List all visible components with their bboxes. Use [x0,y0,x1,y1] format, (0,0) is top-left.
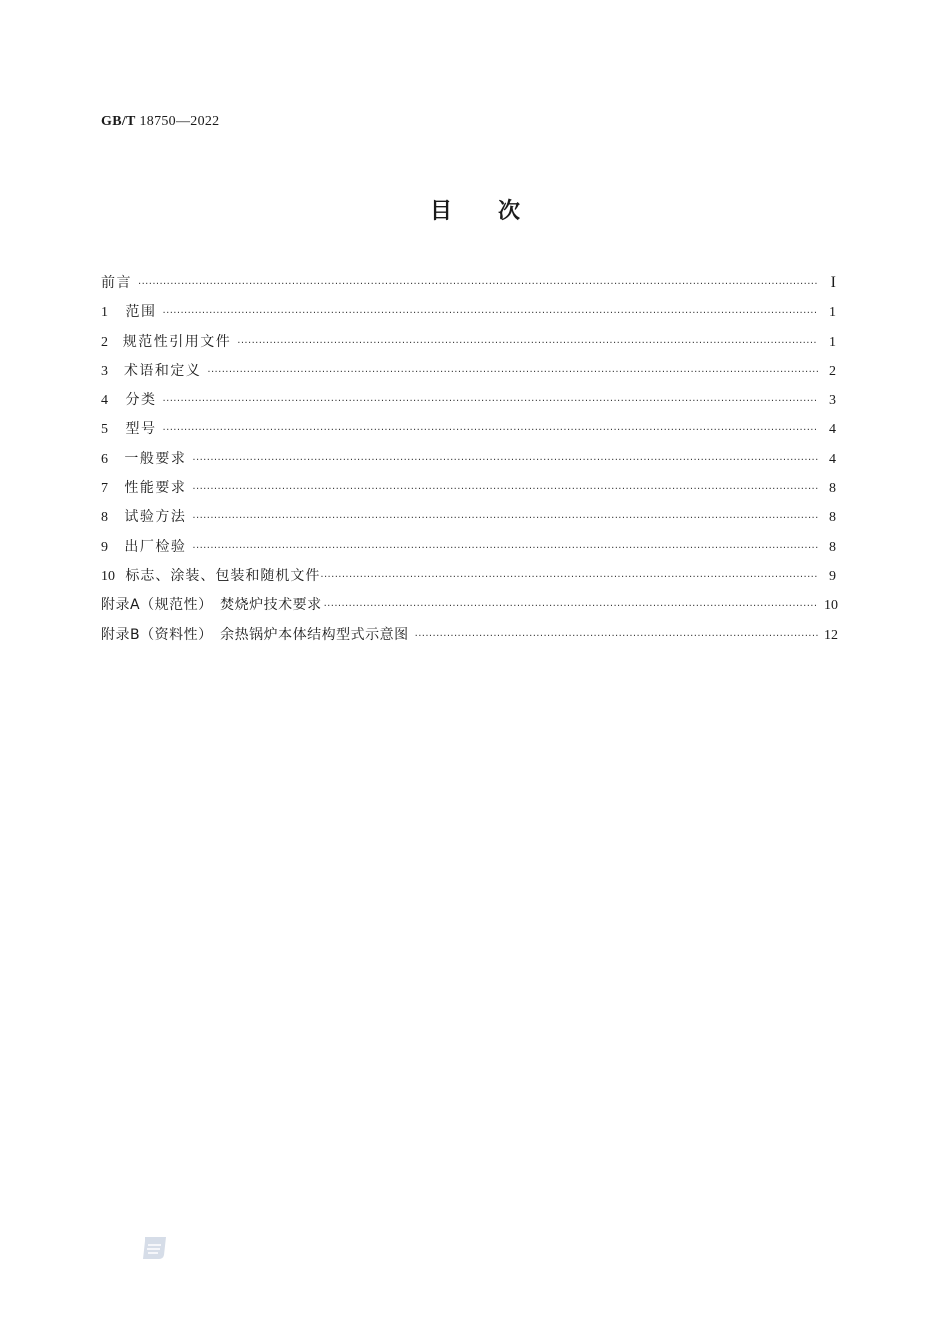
toc-entry-page: 8 [829,481,836,497]
toc-entry-page: 4 [829,422,836,438]
toc-leader-dots [138,279,818,290]
toc-leader-dots [192,484,818,495]
toc-entry-number: 4 [101,393,108,409]
toc-entry-9[interactable] [101,536,836,565]
toc-entry-foreword[interactable] [101,272,836,301]
toc-entry-6[interactable] [101,448,836,477]
page-title-char-1: 目 [429,199,452,224]
toc-entry-label: 试验方法 [124,509,187,526]
toc-entry-label: 型号 [125,421,157,438]
toc-entry-label: 标志、涂装、包装和随机文件 [125,567,321,584]
toc-entry-label: 分类 [125,392,157,409]
toc-leader-dots [163,396,818,407]
page-title [0,194,950,225]
toc-leader-dots [192,543,818,554]
toc-entry-3[interactable] [101,360,836,389]
toc-leader-dots [163,425,818,436]
toc-entry-label: 附录B（资料性） 余热锅炉本体结构型式示意图 [101,626,409,643]
toc-entry-7[interactable] [101,477,836,506]
toc-leader-dots [237,338,818,349]
toc-entry-label: 规范性引用文件 [122,333,232,350]
page-title-char-2: 次 [498,199,521,224]
toc-entry-number: 7 [101,481,108,497]
toc-leader-dots [192,513,818,524]
toc-entry-page: 9 [829,568,836,584]
toc-entry-number: 8 [101,510,108,526]
toc-entry-number: 6 [101,451,108,467]
toc-leader-dots [163,308,818,319]
toc-entry-label: 一般要求 [124,450,187,467]
toc-entry-page: 3 [829,393,836,409]
toc-entry-10[interactable] [101,565,836,594]
toc-entry-number: 3 [101,363,108,379]
toc-entry-page: 8 [829,510,836,526]
toc-entry-label: 术语和定义 [123,362,202,379]
toc-leader-dots [192,455,818,466]
standard-code [101,114,219,130]
toc-entry-page: 8 [829,539,836,555]
toc-entry-page: 2 [829,363,836,379]
standard-code-number: 18750—2022 [139,114,220,129]
toc-entry-page: 1 [829,334,836,350]
toc-entry-1[interactable] [101,301,836,330]
toc-entry-5[interactable] [101,418,836,447]
toc-entry-page: I [830,274,836,291]
toc-entry-4[interactable] [101,389,836,418]
toc-entry-2[interactable] [101,331,836,360]
standard-code-prefix: GB/T [101,114,136,129]
toc-leader-dots [207,367,818,378]
toc-entry-label: 前言 [101,275,132,291]
toc-entry-number: 1 [101,305,108,321]
table-of-contents [101,272,836,653]
toc-entry-label: 附录A（规范性） 焚烧炉技术要求 [101,597,322,614]
toc-entry-annex-b[interactable] [101,624,836,653]
toc-entry-number: 10 [101,568,115,584]
toc-entry-label: 范围 [125,304,157,321]
toc-entry-label: 性能要求 [124,480,187,497]
toc-leader-dots [415,631,818,642]
toc-entry-number: 9 [101,539,108,555]
toc-entry-8[interactable] [101,506,836,535]
toc-entry-number: 2 [101,334,108,350]
toc-entry-page: 12 [824,627,838,643]
toc-leader-dots [320,572,818,583]
toc-entry-number: 5 [101,422,108,438]
toc-entry-page: 10 [824,598,838,614]
toc-entry-page: 1 [829,305,836,321]
sac-logo-icon [141,1236,168,1260]
toc-entry-label: 出厂检验 [124,538,187,555]
toc-leader-dots [324,601,818,612]
toc-entry-annex-a[interactable] [101,594,836,623]
toc-entry-page: 4 [829,451,836,467]
